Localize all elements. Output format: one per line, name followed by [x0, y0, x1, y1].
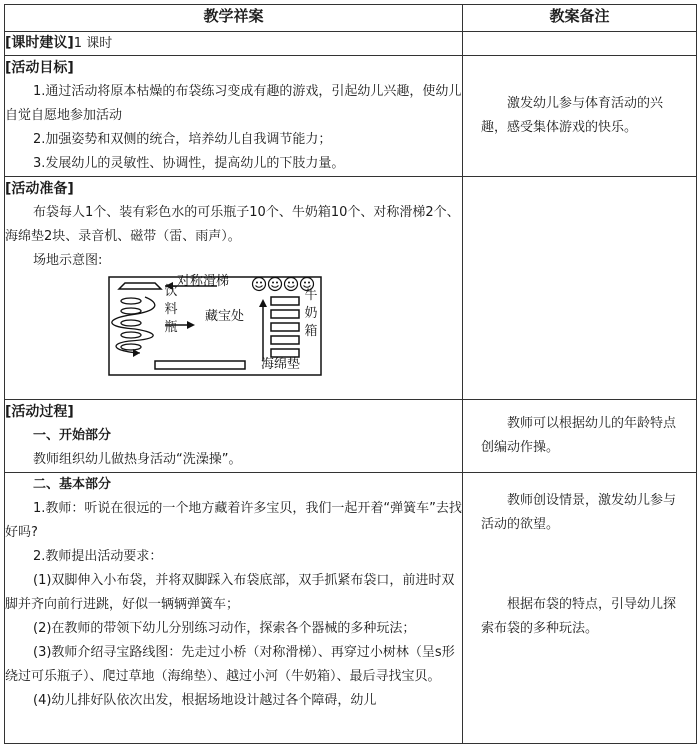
duration-row — [5, 32, 697, 56]
goal-item-3: 3.发展幼儿的灵敏性、协调性，提高幼儿的下肢力量。 — [33, 156, 345, 171]
process-part1-cell — [5, 400, 463, 473]
goals-note: 激发幼儿参与体育活动的兴趣，感受集体游戏的快乐。 — [481, 96, 664, 135]
label-slide: 对称滑梯 — [177, 274, 230, 289]
goals-title: [活动目标] — [5, 60, 74, 76]
prep-row — [5, 177, 697, 400]
process-part2-cell — [5, 473, 463, 744]
prep-text: 布袋每人1个、装有彩色水的可乐瓶子10个、牛奶箱10个、对称滑梯2个、海绵垫2块、录音机、磁带（雷、雨声）。 — [5, 205, 460, 244]
part2-title: 二、基本部分 — [33, 477, 112, 492]
diagram-caption: 场地示意图: — [33, 253, 103, 268]
prep-note-cell — [463, 177, 697, 400]
goal-item-1: 1.通过活动将原本枯燥的布袋练习变成有趣的游戏，引起幼儿兴趣，使幼儿自觉自愿地参加活动 — [5, 84, 462, 123]
part2-p3: (1)双脚伸入小布袋，并将双脚踩入布袋底部，双手抓紧布袋口，前进时双脚并齐向前行进跳，好似一辆辆弹簧车； — [5, 573, 455, 612]
duration-value: 1 课时 — [73, 36, 113, 51]
goal-item-2: 2.加强姿势和双侧的统合，培养幼儿自我调节能力； — [33, 132, 332, 147]
goals-cell — [5, 56, 463, 177]
label-mat: 海绵垫 — [261, 357, 301, 372]
part1-note-cell — [463, 400, 697, 473]
process-part2-row — [5, 473, 697, 744]
duration-note — [463, 32, 697, 56]
process-title: [活动过程] — [5, 404, 74, 420]
part2-note-2: 根据布袋的特点，引导幼儿探索布袋的多种玩法。 — [481, 597, 677, 636]
label-milk: 牛奶箱 — [304, 288, 318, 339]
duration-cell — [5, 32, 463, 56]
duration-label: [课时建议] — [5, 35, 74, 51]
part1-title: 一、开始部分 — [33, 428, 112, 443]
process-part1-row — [5, 400, 697, 473]
part1-note: 教师可以根据幼儿的年龄特点创编动作操。 — [481, 416, 677, 455]
part1-text: 教师组织幼儿做热身活动“洗澡操”。 — [33, 452, 242, 467]
part2-p2: 2.教师提出活动要求： — [33, 549, 163, 564]
site-diagram — [5, 275, 465, 399]
part2-note-cell — [463, 473, 697, 744]
part2-p4: (2)在教师的带领下幼儿分别练习动作，探索各个器械的多种玩法； — [33, 621, 416, 636]
goals-note-cell — [463, 56, 697, 177]
table-header-row — [5, 5, 697, 32]
label-treasure: 藏宝处 — [205, 309, 245, 324]
prep-title: [活动准备] — [5, 181, 74, 197]
label-bottles: 饮料瓶 — [164, 284, 178, 335]
lesson-plan-table — [4, 4, 697, 744]
header-notes: 教案备注 — [463, 5, 697, 32]
prep-cell — [5, 177, 463, 400]
goals-row — [5, 56, 697, 177]
header-plan: 教学祥案 — [5, 5, 463, 32]
part2-p1: 1.教师：听说在很远的一个地方藏着许多宝贝，我们一起开着“弹簧车”去找好吗? — [5, 501, 462, 540]
part2-note-1: 教师创设情景，激发幼儿参与活动的欲望。 — [481, 493, 677, 532]
part2-p5: (3)教师介绍寻宝路线图：先走过小桥（对称滑梯）、再穿过小树林（呈s形绕过可乐瓶子）、爬过草地（海绵垫）、越过小河（牛奶箱）、最后寻找宝贝。 — [5, 645, 455, 684]
part2-p6: (4)幼儿排好队依次出发，根据场地设计越过各个障碍，幼儿 — [33, 693, 377, 708]
